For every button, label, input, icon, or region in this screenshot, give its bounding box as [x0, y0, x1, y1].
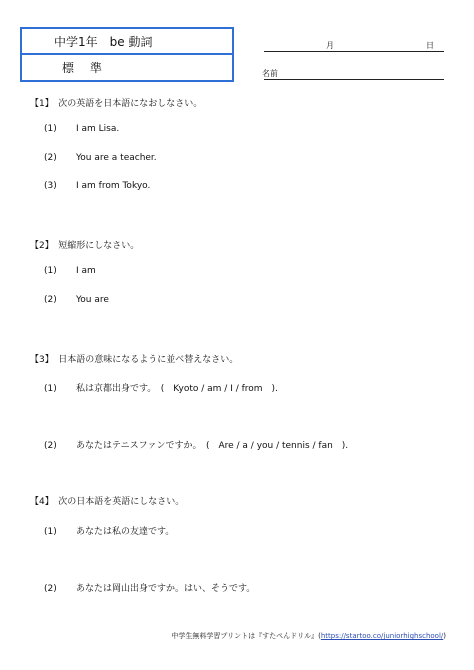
item-text: 私は京都出身です。 ( Kyoto / am / I / from ). — [76, 384, 278, 394]
month-label: 月 — [326, 41, 334, 50]
section-1-item-3 — [44, 181, 150, 191]
section-3-item-2 — [44, 438, 348, 451]
section-1-item-2 — [44, 153, 157, 163]
item-number: (1) — [44, 124, 57, 134]
title-box — [20, 27, 234, 82]
section-3-heading: 【3】 日本語の意味になるように並べ替えなさい。 — [30, 355, 239, 365]
section-4-heading: 【4】 次の日本語を英語にしなさい。 — [30, 497, 185, 507]
footer-credit — [171, 631, 446, 641]
item-text: You are a teacher. — [76, 153, 157, 163]
item-text: I am — [76, 266, 96, 276]
day-label: 日 — [426, 41, 434, 50]
section-2-item-1 — [44, 266, 96, 276]
section-4-item-1 — [44, 524, 174, 537]
section-3-item-1 — [44, 381, 278, 394]
section-1-heading: 【1】 次の英語を日本語になおしなさい。 — [30, 99, 203, 109]
footer-prefix: 中学生無料学習プリントは『すたぺんドリル』( — [171, 632, 321, 640]
section-2-heading: 【2】 短縮形にしなさい。 — [30, 241, 140, 251]
section-4-item-2 — [44, 581, 255, 594]
difficulty-level: 標 準 — [62, 61, 108, 75]
item-text: I am Lisa. — [76, 124, 120, 134]
name-label: 名前 — [262, 69, 278, 78]
section-1-item-1 — [44, 124, 119, 134]
item-number: (1) — [44, 384, 57, 394]
item-number: (2) — [44, 295, 57, 305]
section-2-item-2 — [44, 295, 109, 305]
item-number: (1) — [44, 527, 57, 537]
item-number: (1) — [44, 266, 57, 276]
item-number: (2) — [44, 584, 57, 594]
worksheet-title: 中学1年 be 動詞 — [22, 29, 232, 55]
item-text: あなたはテニスファンですか。 ( Are / a / you / tennis / fan ). — [76, 441, 349, 451]
item-number: (2) — [44, 153, 57, 163]
date-line — [264, 51, 444, 52]
footer-link[interactable]: https://startoo.co/juniorhighschool/ — [320, 632, 444, 640]
item-number: (2) — [44, 441, 57, 451]
item-text: You are — [76, 295, 109, 305]
name-line — [264, 79, 444, 80]
footer-suffix: ) — [443, 632, 446, 640]
item-text: I am from Tokyo. — [76, 181, 151, 191]
item-text: あなたは私の友達です。 — [76, 527, 175, 537]
item-text: あなたは岡山出身ですか。はい、そうです。 — [76, 584, 256, 594]
item-number: (3) — [44, 181, 57, 191]
